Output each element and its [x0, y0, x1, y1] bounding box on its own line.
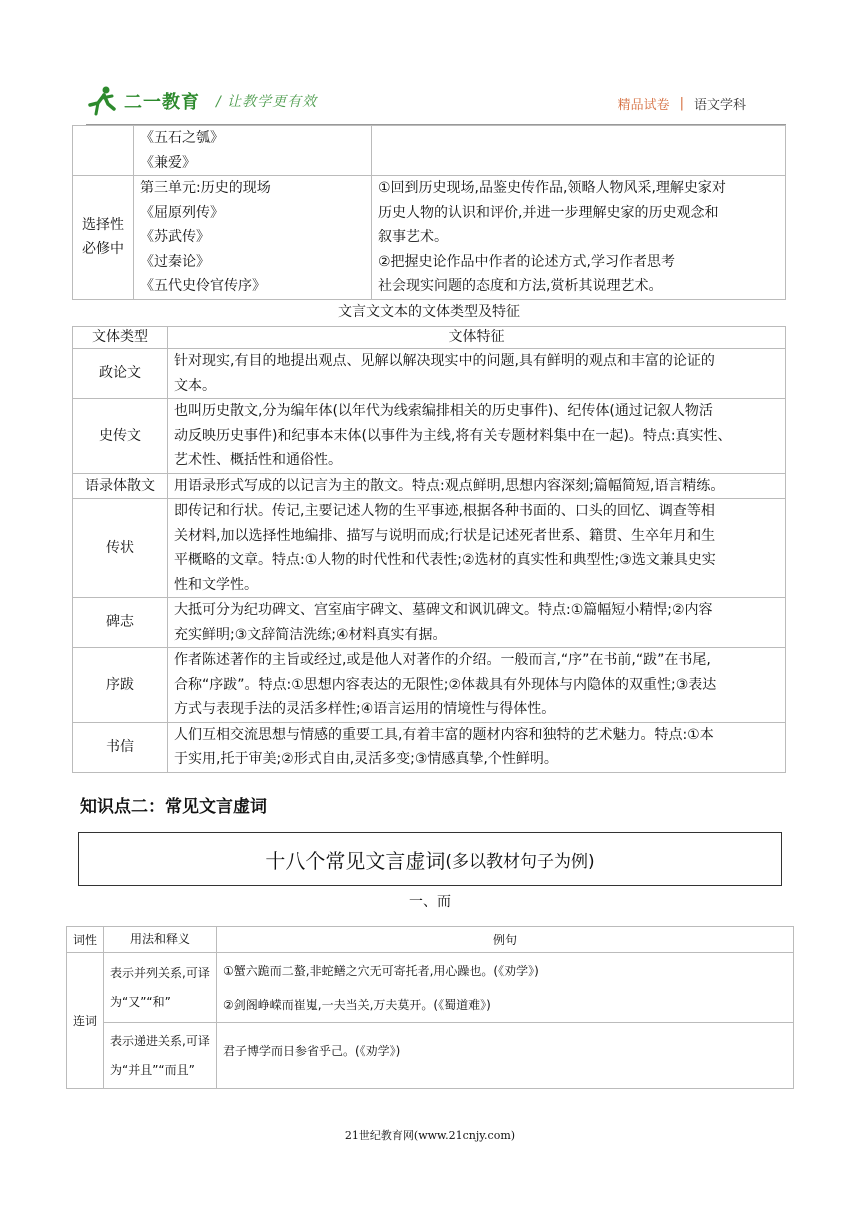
running-figure-icon [86, 85, 120, 117]
table-cell-desc [372, 176, 786, 300]
text-title: 《屈原列传》 [140, 204, 224, 221]
feature-line: 于实用,托于审美;②形式自由,灵活多变;③情感真挚,个性鲜明。 [174, 751, 558, 767]
genre-type-cell: 传状 [73, 499, 168, 598]
genre-feature-cell [168, 349, 786, 399]
column-header: 文体类型 [73, 327, 168, 349]
feature-line: 性和文学性。 [174, 576, 258, 593]
table-row [73, 598, 786, 648]
table-row [73, 399, 786, 474]
genre-type-cell: 碑志 [73, 598, 168, 648]
genre-table-body [73, 349, 786, 773]
table-cell-texts [134, 126, 372, 176]
particle-table [66, 926, 794, 1089]
table-cell-category [73, 176, 134, 300]
feature-line: 合称“序跋”。特点:①思想内容表达的无限性;②体裁具有外现体与内隐体的双重性;③表达 [174, 676, 717, 693]
text-title: 《过秦论》 [140, 253, 210, 270]
column-header: 词性 [67, 927, 104, 953]
usage-cell [104, 953, 217, 1023]
feature-line: 作者陈述著作的主旨或经过,或是他人对著作的介绍。一般而言,“序”在书前,“跋”在书尾, [174, 652, 711, 668]
table-row [73, 126, 786, 176]
desc-line: ①回到历史现场,品鉴史传作品,领略人物风采,理解史家对 [378, 180, 726, 196]
genre-type-cell: 语录体散文 [73, 473, 168, 499]
unit-title: 第三单元:历史的现场 [140, 180, 271, 196]
genre-feature-cell [168, 648, 786, 723]
table-cell-category [73, 126, 134, 176]
header-separator: | [679, 96, 684, 111]
subsection-title: 一、而 [409, 894, 451, 910]
desc-line: 叙事艺术。 [378, 229, 448, 245]
example-cell [217, 953, 794, 1023]
table-row [67, 1023, 794, 1089]
usage-cell [104, 1023, 217, 1089]
logo-slogan: / 让教学更有效 [216, 94, 318, 110]
genre-type-cell: 书信 [73, 722, 168, 772]
feature-line: 大抵可分为纪功碑文、宫室庙宇碑文、墓碑文和讽讥碑文。特点:①篇幅短小精悍;②内容 [174, 602, 713, 618]
desc-line: 历史人物的认识和评价,并进一步理解史家的历史观念和 [378, 204, 719, 221]
feature-line: 艺术性、概括性和通俗性。 [174, 452, 342, 468]
usage-line: 为“并且”“而且” [110, 1062, 195, 1077]
feature-line: 文本。 [174, 377, 216, 394]
genre-feature-cell [168, 473, 786, 499]
brand-logo [86, 84, 317, 118]
table-row [73, 499, 786, 598]
genre-type-cell: 序跋 [73, 648, 168, 723]
header-subject [618, 94, 746, 113]
logo-text: 二一教育 [124, 92, 200, 113]
feature-line: 针对现实,有目的地提出观点、见解以解决现实中的问题,具有鲜明的观点和丰富的论证的 [174, 353, 715, 369]
usage-line: 表示并列关系,可译 [110, 965, 210, 980]
boxed-heading-note: (多以教材句子为例) [445, 851, 595, 872]
section-title: 知识点二：常见文言虚词 [80, 797, 267, 817]
feature-line: 关材料,加以选择性地编排、描写与说明而成;行状是记述死者世系、籍贯、生卒年月和生 [174, 527, 716, 544]
genre-type-cell: 政论文 [73, 349, 168, 399]
table-row [73, 473, 786, 499]
table-header-row [67, 927, 794, 953]
example-line: 君子博学而日参省乎己。(《劝学》) [223, 1044, 401, 1058]
table-caption: 文言文文本的文体类型及特征 [338, 304, 520, 320]
table-row [73, 722, 786, 772]
table-row [73, 349, 786, 399]
genre-type-cell: 史传文 [73, 399, 168, 474]
usage-line: 为“又”“和” [110, 994, 171, 1009]
genre-feature-cell [168, 399, 786, 474]
slogan-text: 让教学更有效 [227, 94, 318, 110]
category-label: 选择性 [82, 216, 124, 233]
table-row [73, 648, 786, 723]
page-header [86, 82, 786, 122]
table-cell-texts [134, 176, 372, 300]
table-header-row [73, 327, 786, 349]
text-title: 《五代史伶官传序》 [140, 278, 266, 294]
header-tag-subject: 语文学科 [693, 98, 746, 113]
example-cell [217, 1023, 794, 1089]
text-title: 《五石之瓠》 [140, 130, 224, 146]
page-footer: 21世纪教育网(www.21cnjy.com) [344, 1129, 516, 1142]
feature-line: 人们互相交流思想与情感的重要工具,有着丰富的题材内容和独特的艺术魅力。特点:①本 [174, 726, 714, 743]
curriculum-table [72, 125, 786, 300]
desc-line: 社会现实问题的态度和方法,赏析其说理艺术。 [378, 278, 663, 294]
feature-line: 平概略的文章。特点:①人物的时代性和代表性;②选材的真实性和典型性;③选文兼具史实 [174, 552, 716, 568]
genre-feature-cell [168, 499, 786, 598]
example-line: ①蟹六跪而二螯,非蛇鳝之穴无可寄托者,用心躁也。(《劝学》) [223, 963, 539, 978]
feature-line: 即传记和行状。传记,主要记述人物的生平事迹,根据各种书面的、口头的回忆、调查等相 [174, 503, 715, 519]
example-line: ②剑阁峥嵘而崔嵬,一夫当关,万夫莫开。(《蜀道难》) [223, 997, 491, 1012]
column-header: 用法和释义 [104, 927, 217, 953]
column-header: 例句 [217, 927, 794, 953]
boxed-heading [78, 832, 782, 886]
category-label: 必修中 [82, 241, 124, 258]
table-row [73, 176, 786, 300]
usage-line: 表示递进关系,可译 [110, 1033, 210, 1048]
pos-cell: 连词 [67, 953, 104, 1089]
feature-line: 充实鲜明;③文辞简洁洗练;④材料真实有据。 [174, 626, 447, 643]
header-tag-premium: 精品试卷 [617, 98, 670, 113]
genre-feature-cell [168, 598, 786, 648]
feature-line: 用语录形式写成的以记言为主的散文。特点:观点鲜明,思想内容深刻;篇幅简短,语言精练。 [174, 477, 725, 494]
desc-line: ②把握史论作品中作者的论述方式,学习作者思考 [378, 253, 675, 270]
text-title: 《苏武传》 [140, 229, 210, 245]
table-row [67, 953, 794, 1023]
text-title: 《兼爱》 [140, 154, 196, 171]
table-cell-desc [372, 126, 786, 176]
feature-line: 方式与表现手法的灵活多样性;④语言运用的情境性与得体性。 [174, 701, 556, 717]
column-header: 文体特征 [168, 327, 786, 349]
genre-table [72, 326, 786, 773]
boxed-heading-main: 十八个常见文言虚词 [265, 848, 446, 873]
genre-feature-cell [168, 722, 786, 772]
feature-line: 也叫历史散文,分为编年体(以年代为线索编排相关的历史事件)、纪传体(通过记叙人物活 [174, 403, 713, 419]
feature-line: 动反映历史事件)和纪事本末体(以事件为主线,将有关专题材料集中在一起)。特点:真实性、 [174, 427, 732, 444]
